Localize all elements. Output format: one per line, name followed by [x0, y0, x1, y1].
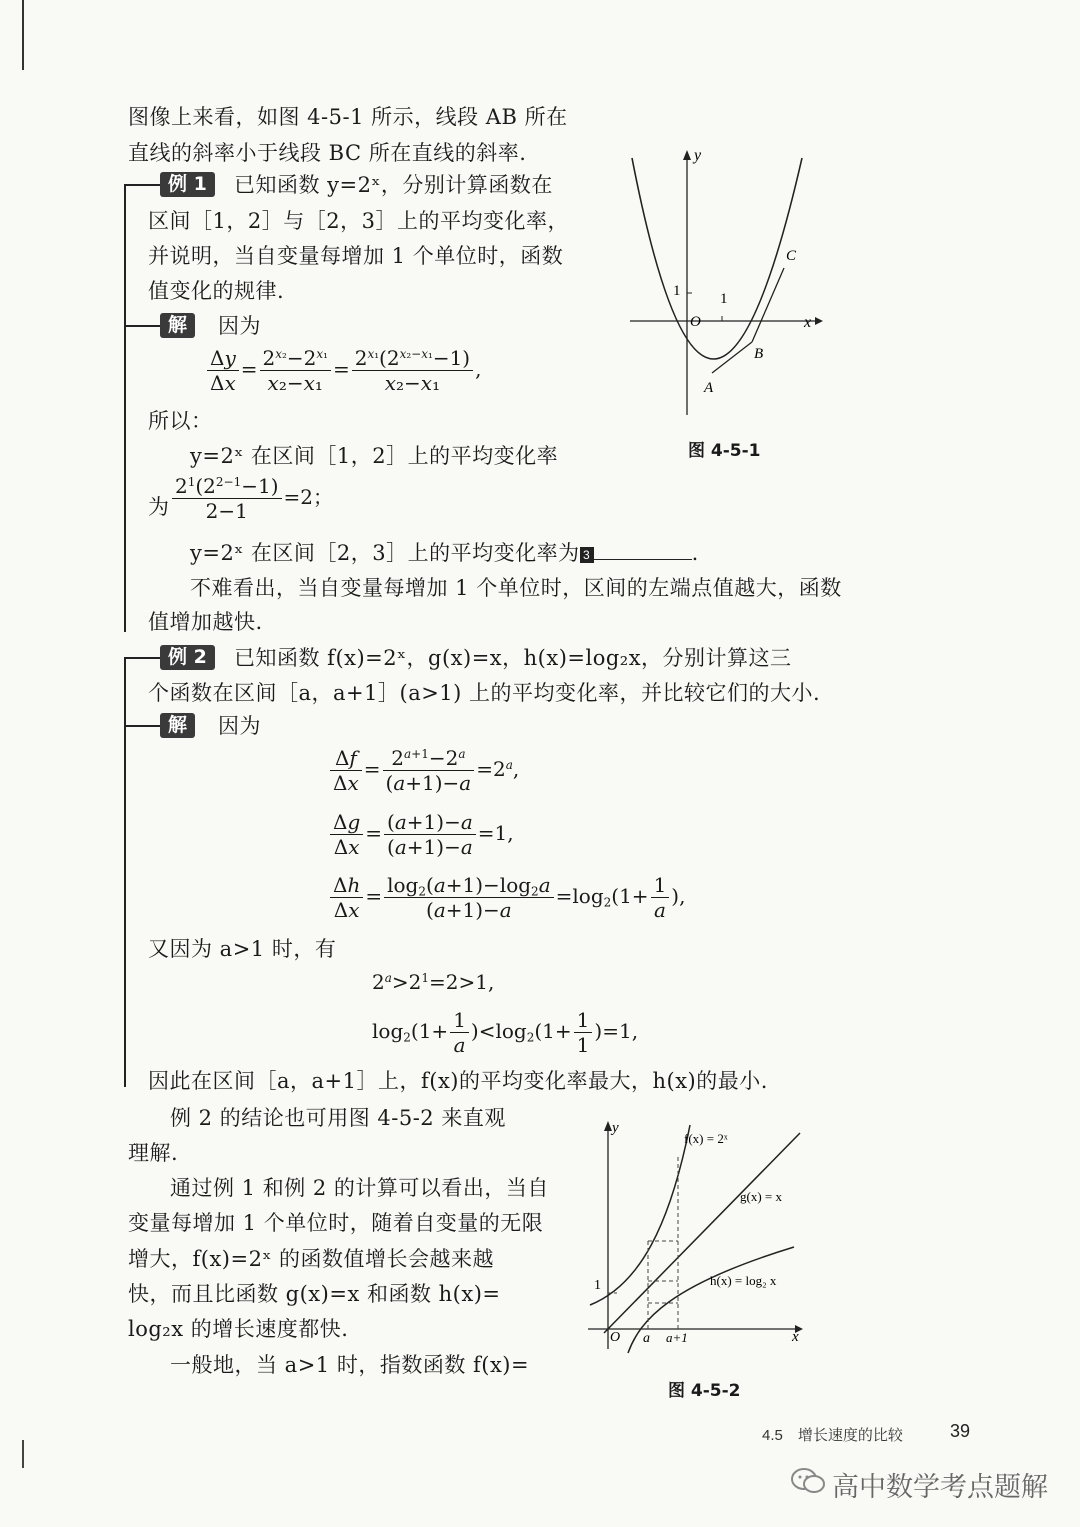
tick-x-label: 1 — [720, 291, 728, 307]
segment-ab — [712, 342, 752, 373]
point-c-label: C — [786, 248, 797, 264]
inequality-2: $\log_2(1+$ $\frac{1}{a}$ )$<\log_2(1+$ $\frac{1}{1}$ )=1, — [372, 1008, 639, 1057]
example1-tag: 例 1 — [160, 172, 215, 197]
footer-section: 4.5 增长速度的比较 — [762, 1427, 903, 1444]
paragraph2-line3: 增大，f(x)=2ˣ 的函数值增长会越来越 — [128, 1247, 495, 1271]
example2-line-2: 个函数在区间［a，a+1］(a>1) 上的平均变化率，并比较它们的大小. — [148, 681, 821, 705]
example2-tag: 例 2 — [160, 645, 215, 670]
paragraph2-line2: 变量每增加 1 个单位时，随着自变量的无限 — [128, 1211, 544, 1235]
solution1-conclusion-line2: 值增加越快. — [148, 610, 263, 634]
line-g — [604, 1133, 800, 1333]
figure-4-5-1 — [620, 140, 830, 430]
tick-a1-label: a+1 — [666, 1330, 688, 1345]
example1-line-2: 区间［1，2］与［2，3］上的平均变化率， — [148, 209, 569, 233]
solution1-tag: 解 — [160, 313, 195, 338]
example2-bracket — [124, 657, 126, 1087]
example2-bracket-top — [124, 657, 160, 659]
intro-line-1: 图像上来看，如图 4-5-1 所示，线段 AB 所在 — [128, 105, 568, 129]
solution2-tag: 解 — [160, 713, 195, 738]
y-axis-arrow — [604, 1121, 612, 1131]
figure-4-5-2 — [580, 1115, 810, 1355]
blank-number-badge: 3 — [580, 547, 594, 563]
label-g: g(x) = x — [740, 1189, 782, 1204]
paragraph1-line1: 例 2 的结论也可用图 4-5-2 来直观 — [170, 1106, 506, 1130]
label-f: f(x) = 2ˣ — [684, 1131, 728, 1146]
tick-y-label: 1 — [673, 283, 681, 299]
example1-line-3: 并说明，当自变量每增加 1 个单位时，函数 — [148, 244, 564, 268]
origin-label: O — [610, 1330, 621, 1345]
curve-h — [628, 1247, 794, 1353]
axis-x-label: x — [804, 314, 812, 331]
wechat-icon — [790, 1466, 826, 1496]
solution1-result1-prefix: 为 — [148, 495, 170, 519]
solution2-because: 因为 — [218, 714, 261, 738]
point-b-label: B — [754, 346, 764, 362]
example1-bracket — [124, 184, 126, 632]
paragraph1-line2: 理解. — [128, 1141, 179, 1165]
solution1-so: 所以： — [148, 409, 213, 433]
figure1-caption: 图 4-5-1 — [688, 441, 761, 461]
formula-average-rate: $\frac{\Delta y}{\Delta x}$ = $\frac{2^{x_2}-2^{x_1}}{\text{x₂−x₁}}$ = $\frac{2^{x_1}(2^{x_2-x_1}-1)}{\text{x₂−x₁}}$ , — [205, 346, 481, 395]
point-a-label: A — [704, 380, 714, 396]
label-h: h(x) = log₂ x — [710, 1273, 777, 1288]
solution1-result2: y=2ˣ 在区间［2，3］上的平均变化率为 3 . — [190, 541, 699, 565]
parabola-curve — [632, 158, 802, 359]
formula-delta-f: $\frac{\Delta f}{\Delta x}$ = $\frac{2^{a+1}-2^a}{(a+1)-a}$ $=2^a$, — [328, 746, 519, 795]
paragraph2-line5: log₂x 的增长速度都快. — [128, 1317, 349, 1341]
x-axis-arrow — [815, 317, 823, 325]
y-axis-arrow — [683, 150, 691, 160]
axis-y-label: y — [694, 147, 702, 164]
page-edge-line — [22, 0, 24, 70]
inequality-1: $2^a>2^1=2>1$, — [372, 970, 495, 994]
formula-delta-g: $\frac{\Delta g}{\Delta x}$ = $\frac{(a+1)-a}{(a+1)-a}$ =1, — [328, 810, 514, 859]
figure2-caption: 图 4-5-2 — [668, 1381, 741, 1401]
watermark-text: 高中数学考点题解 — [832, 1472, 1048, 1503]
footer-page-number: 39 — [950, 1421, 971, 1441]
solution1-conclusion-line1: 不难看出，当自变量每增加 1 个单位时，区间的左端点值越大，函数 — [190, 576, 842, 600]
tick-y-label: 1 — [594, 1278, 601, 1293]
answer-blank — [594, 539, 692, 560]
paragraph2-line4: 快，而且比函数 g(x)=x 和函数 h(x)= — [128, 1282, 501, 1306]
page-edge-line — [22, 1440, 24, 1468]
intro-line-2: 直线的斜率小于线段 BC 所在直线的斜率. — [128, 141, 527, 165]
example2-line-1: 已知函数 f(x)=2ˣ，g(x)=x，h(x)=log₂x，分别计算这三 — [234, 646, 792, 670]
axis-x-label: x — [792, 1329, 799, 1345]
solution2-also: 又因为 a>1 时，有 — [148, 937, 337, 961]
paragraph3-line1: 一般地，当 a>1 时，指数函数 f(x)= — [170, 1353, 530, 1377]
solution1-bracket-mark — [124, 325, 160, 327]
tick-a-label: a — [643, 1331, 650, 1346]
solution1-result2-text: y=2ˣ 在区间［2，3］上的平均变化率为 — [190, 541, 580, 565]
formula-delta-h: $\frac{\Delta h}{\Delta x}$ = $\frac{\log_2(a+1)-\log_2a}{(a+1)-a}$ $=\log_2(1+$ $\frac{1}{a}$ ), — [328, 873, 685, 922]
example1-line-4: 值变化的规律. — [148, 279, 285, 303]
axis-y-label: y — [612, 1120, 619, 1136]
origin-label: O — [690, 314, 701, 330]
solution2-conclusion: 因此在区间［a，a+1］上，f(x)的平均变化率最大，h(x)的最小. — [148, 1069, 768, 1093]
curve-f — [590, 1125, 690, 1305]
solution2-bracket-mark — [124, 725, 160, 727]
example1-line-1: 已知函数 y=2ˣ，分别计算函数在 — [234, 173, 553, 197]
solution1-because: 因为 — [218, 314, 261, 338]
solution1-result1-line1: y=2ˣ 在区间［1，2］上的平均变化率 — [190, 444, 559, 468]
formula-result1: $\frac{2^1(2^{2-1}-1)}{2-1}$ =2； — [170, 474, 333, 523]
paragraph2-line1: 通过例 1 和例 2 的计算可以看出，当自 — [170, 1176, 549, 1200]
example1-bracket-top — [124, 184, 160, 186]
